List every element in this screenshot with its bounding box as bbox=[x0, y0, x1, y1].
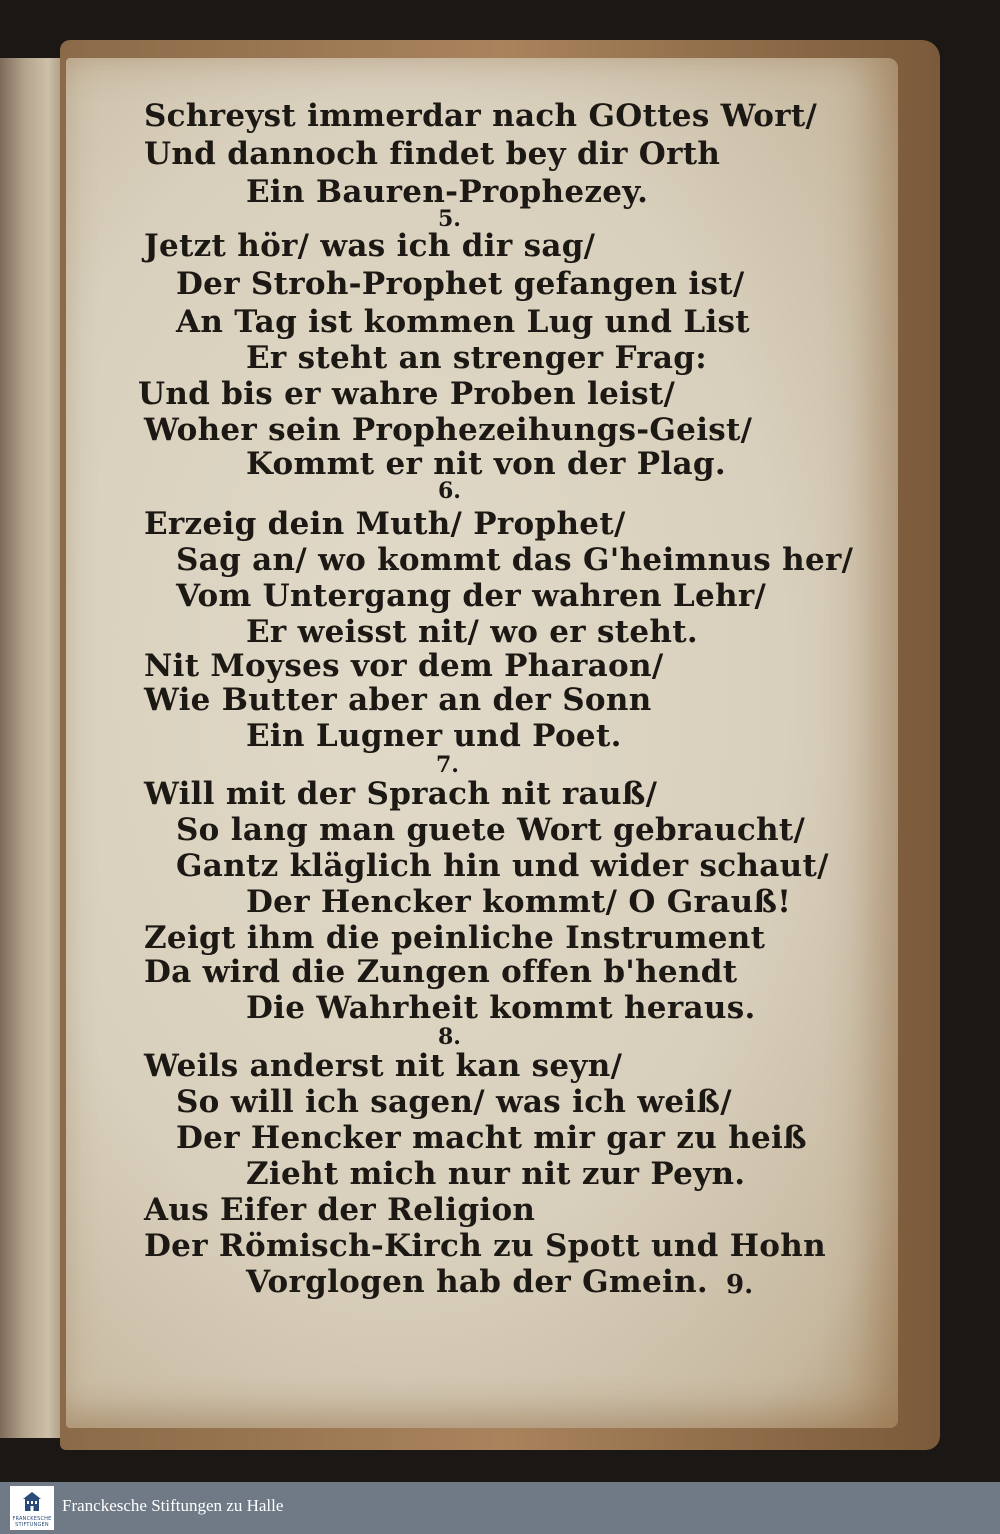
catchword: 9. bbox=[726, 1270, 754, 1300]
verse-line: Gantz kläglich hin und wider schaut/ bbox=[176, 848, 829, 884]
verse-line: Der Hencker kommt/ O Grauß! bbox=[246, 884, 792, 920]
stanza-number: 7. bbox=[436, 752, 459, 778]
institution-logo bbox=[10, 1486, 54, 1530]
verse-line: Jetzt hör/ was ich dir sag/ bbox=[144, 228, 596, 264]
verse-line: Ein Lugner und Poet. bbox=[246, 718, 622, 754]
footer-bar bbox=[0, 1482, 1000, 1534]
logo-text-line1: FRANCKESCHE bbox=[12, 1516, 52, 1522]
book-page bbox=[66, 58, 898, 1428]
verse-line: An Tag ist kommen Lug und List bbox=[176, 304, 750, 340]
institution-name: Franckesche Stiftungen zu Halle bbox=[62, 1496, 284, 1515]
stanza-number: 5. bbox=[438, 206, 461, 232]
verse-text bbox=[66, 58, 898, 1428]
verse-line: Vom Untergang der wahren Lehr/ bbox=[176, 578, 767, 614]
verse-line: Woher sein Prophezeihungs-Geist/ bbox=[144, 412, 753, 448]
verse-line: Er steht an strenger Frag: bbox=[246, 340, 708, 376]
building-icon bbox=[23, 1492, 41, 1512]
verse-line: Nit Moyses vor dem Pharaon/ bbox=[144, 648, 664, 684]
verse-line: So will ich sagen/ was ich weiß/ bbox=[176, 1084, 732, 1120]
verse-line: Weils anderst nit kan seyn/ bbox=[144, 1048, 623, 1084]
left-page-edge bbox=[0, 58, 64, 1438]
verse-line: Vorglogen hab der Gmein. bbox=[246, 1264, 708, 1300]
verse-line: Der Stroh-Prophet gefangen ist/ bbox=[176, 266, 745, 302]
verse-line: Erzeig dein Muth/ Prophet/ bbox=[144, 506, 626, 542]
verse-line: Zeigt ihm die peinliche Instrument bbox=[144, 920, 766, 956]
logo-text-line2: STIFTUNGEN bbox=[15, 1522, 49, 1528]
verse-line: Ein Bauren-Prophezey. bbox=[246, 174, 649, 210]
verse-line: So lang man guete Wort gebraucht/ bbox=[176, 812, 806, 848]
verse-line: Kommt er nit von der Plag. bbox=[246, 446, 726, 482]
stanza-number: 8. bbox=[438, 1024, 461, 1050]
verse-line: Der Römisch-Kirch zu Spott und Hohn bbox=[144, 1228, 826, 1264]
verse-line: Aus Eifer der Religion bbox=[144, 1192, 536, 1228]
verse-line: Sag an/ wo kommt das G'heimnus her/ bbox=[176, 542, 854, 578]
verse-line: Schreyst immerdar nach GOttes Wort/ bbox=[144, 98, 818, 134]
verse-line: Wie Butter aber an der Sonn bbox=[144, 682, 652, 718]
verse-line: Und dannoch findet bey dir Orth bbox=[144, 136, 721, 172]
stanza-number: 6. bbox=[438, 478, 461, 504]
verse-line: Der Hencker macht mir gar zu heiß bbox=[176, 1120, 807, 1156]
verse-line: Die Wahrheit kommt heraus. bbox=[246, 990, 756, 1026]
verse-line: Will mit der Sprach nit rauß/ bbox=[144, 776, 658, 812]
verse-line: Und bis er wahre Proben leist/ bbox=[138, 376, 676, 412]
verse-line: Er weisst nit/ wo er steht. bbox=[246, 614, 698, 650]
verse-line: Da wird die Zungen offen b'hendt bbox=[144, 954, 738, 990]
verse-line: Zieht mich nur nit zur Peyn. bbox=[246, 1156, 746, 1192]
